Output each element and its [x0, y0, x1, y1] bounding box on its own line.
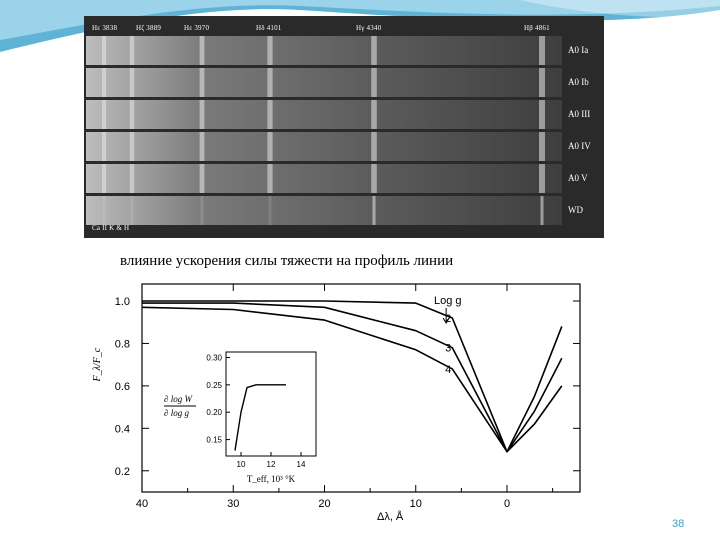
absorption-line	[539, 164, 545, 193]
spectrum-strip	[86, 100, 562, 129]
absorption-line	[269, 196, 272, 225]
profile-curve-3	[142, 303, 562, 452]
absorption-line	[130, 164, 134, 193]
spectral-line-label: Hζ 3889	[136, 24, 162, 32]
absorption-line	[130, 132, 134, 161]
absorption-line	[200, 36, 205, 65]
y-tick-label: 0.8	[114, 338, 130, 351]
absorption-line	[267, 100, 272, 129]
absorption-line	[371, 132, 377, 161]
x-tick-label: 10	[409, 498, 422, 510]
absorption-line	[102, 36, 106, 65]
y-tick-label: 0.2	[114, 465, 130, 478]
line-profile-chart	[86, 276, 592, 522]
x-tick-label: 40	[135, 498, 149, 510]
spectral-line-label: Hβ 4861	[524, 24, 550, 32]
x-axis-label: Δλ, Å	[376, 511, 404, 522]
absorption-line	[200, 100, 205, 129]
inset-y-tick-label: 0.20	[206, 408, 222, 418]
spectrum-strip	[86, 132, 562, 161]
spectrum-strip	[86, 196, 562, 225]
series-label: 3	[445, 342, 452, 355]
inset-y-tick-label: 0.30	[206, 353, 222, 363]
absorption-line	[267, 68, 272, 97]
y-tick-label: 0.6	[114, 380, 130, 393]
absorption-line	[102, 100, 106, 129]
inset-y-label-den: ∂ log g	[164, 408, 189, 418]
x-tick-label: 30	[227, 498, 240, 510]
spectrum-label: A0 IV	[568, 141, 591, 151]
spectrum-strip	[86, 164, 562, 193]
absorption-line	[539, 68, 545, 97]
absorption-line	[539, 36, 545, 65]
x-tick-label: 20	[318, 498, 331, 510]
absorption-line	[371, 36, 377, 65]
absorption-line	[103, 196, 106, 225]
absorption-line	[539, 100, 545, 129]
absorption-line	[130, 100, 134, 129]
y-axis-label: F_λ/F_c	[92, 347, 103, 382]
spectral-line-label: Hε 3970	[184, 24, 210, 32]
inset-y-label-num: ∂ log W	[164, 394, 192, 404]
absorption-line	[102, 164, 106, 193]
absorption-line	[267, 36, 272, 65]
stellar-spectra-panel	[84, 16, 604, 238]
series-label: 4	[445, 363, 452, 376]
absorption-line	[201, 196, 204, 225]
absorption-line	[371, 68, 377, 97]
absorption-line	[371, 164, 377, 193]
absorption-line	[130, 36, 134, 65]
inset-y-tick-label: 0.15	[206, 435, 222, 445]
caption: влияние ускорения силы тяжести на профиль линии	[120, 253, 454, 269]
profile-curve-2	[142, 301, 562, 452]
inset-y-tick-label: 0.25	[206, 380, 222, 390]
spectra-image	[84, 16, 604, 238]
spectrum-label: A0 Ia	[568, 45, 589, 55]
y-tick-label: 1.0	[114, 295, 130, 308]
inset-x-tick-label: 12	[266, 460, 276, 469]
absorption-line	[373, 196, 376, 225]
absorption-line	[130, 68, 134, 97]
absorption-line	[371, 100, 377, 129]
absorption-line	[200, 68, 205, 97]
absorption-line	[102, 132, 106, 161]
page-number: 38	[672, 518, 685, 530]
ca-ii-label: Ca II K & H	[92, 224, 130, 232]
absorption-line	[539, 132, 545, 161]
spectrum-label: A0 V	[568, 173, 588, 183]
spectral-line-label: Hε 3838	[92, 24, 118, 32]
legend-title: Log g	[434, 295, 462, 307]
inset-frame	[226, 352, 316, 456]
y-tick-label: 0.4	[114, 423, 130, 436]
series-label: 2	[445, 312, 452, 325]
spectral-line-label: Hγ 4340	[356, 24, 382, 32]
spectral-line-label: Hδ 4101	[256, 24, 282, 32]
absorption-line	[541, 196, 544, 225]
absorption-line	[267, 132, 272, 161]
absorption-line	[267, 164, 272, 193]
x-tick-label: 0	[503, 498, 511, 510]
inset-x-tick-label: 14	[296, 460, 306, 469]
spectrum-strip	[86, 36, 562, 65]
spectrum-label: A0 III	[568, 109, 591, 119]
inset-x-label: T_eff, 10³ °K	[246, 474, 296, 484]
absorption-line	[131, 196, 134, 225]
absorption-line	[102, 68, 106, 97]
spectrum-label: WD	[568, 205, 583, 215]
spectrum-label: A0 Ib	[568, 77, 589, 87]
inset-x-tick-label: 10	[236, 460, 246, 469]
absorption-line	[200, 132, 205, 161]
spectrum-strip	[86, 68, 562, 97]
absorption-line	[200, 164, 205, 193]
